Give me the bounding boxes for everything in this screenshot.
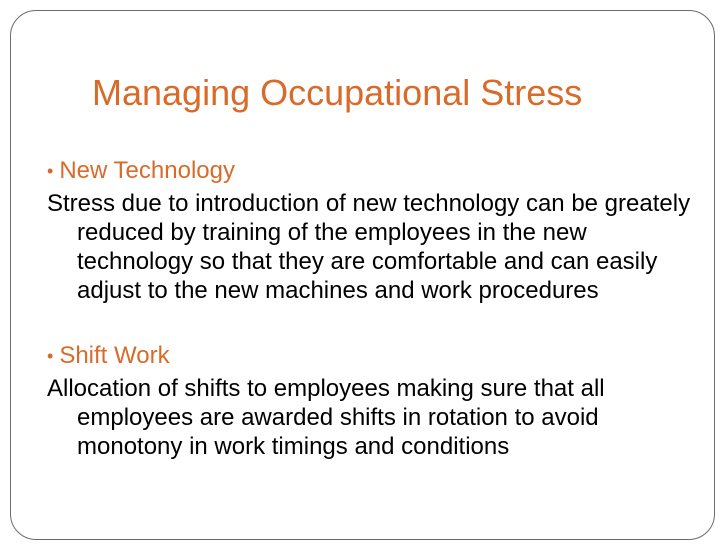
section-spacer [47, 305, 707, 341]
slide-content [47, 156, 707, 461]
bullet-heading-label: New Technology [59, 157, 235, 184]
bullet-icon: • [47, 346, 54, 366]
bullet-heading-label: Shift Work [59, 342, 170, 369]
bullet-item-new-technology [47, 156, 707, 186]
bullet-item-shift-work [47, 341, 707, 371]
body-paragraph: Stress due to introduction of new technology can be greately reduced by training of the employees in the new technology so that they are comfortable and can easily adjust to the new machines and work procedures [47, 190, 691, 304]
slide-frame [10, 10, 715, 540]
body-paragraph: Allocation of shifts to employees making sure that all employees are awarded shifts in rotation to avoid monotony in work timings and conditions [47, 375, 605, 460]
slide-title: Managing Occupational Stress [92, 72, 583, 113]
bullet-icon: • [47, 161, 54, 181]
